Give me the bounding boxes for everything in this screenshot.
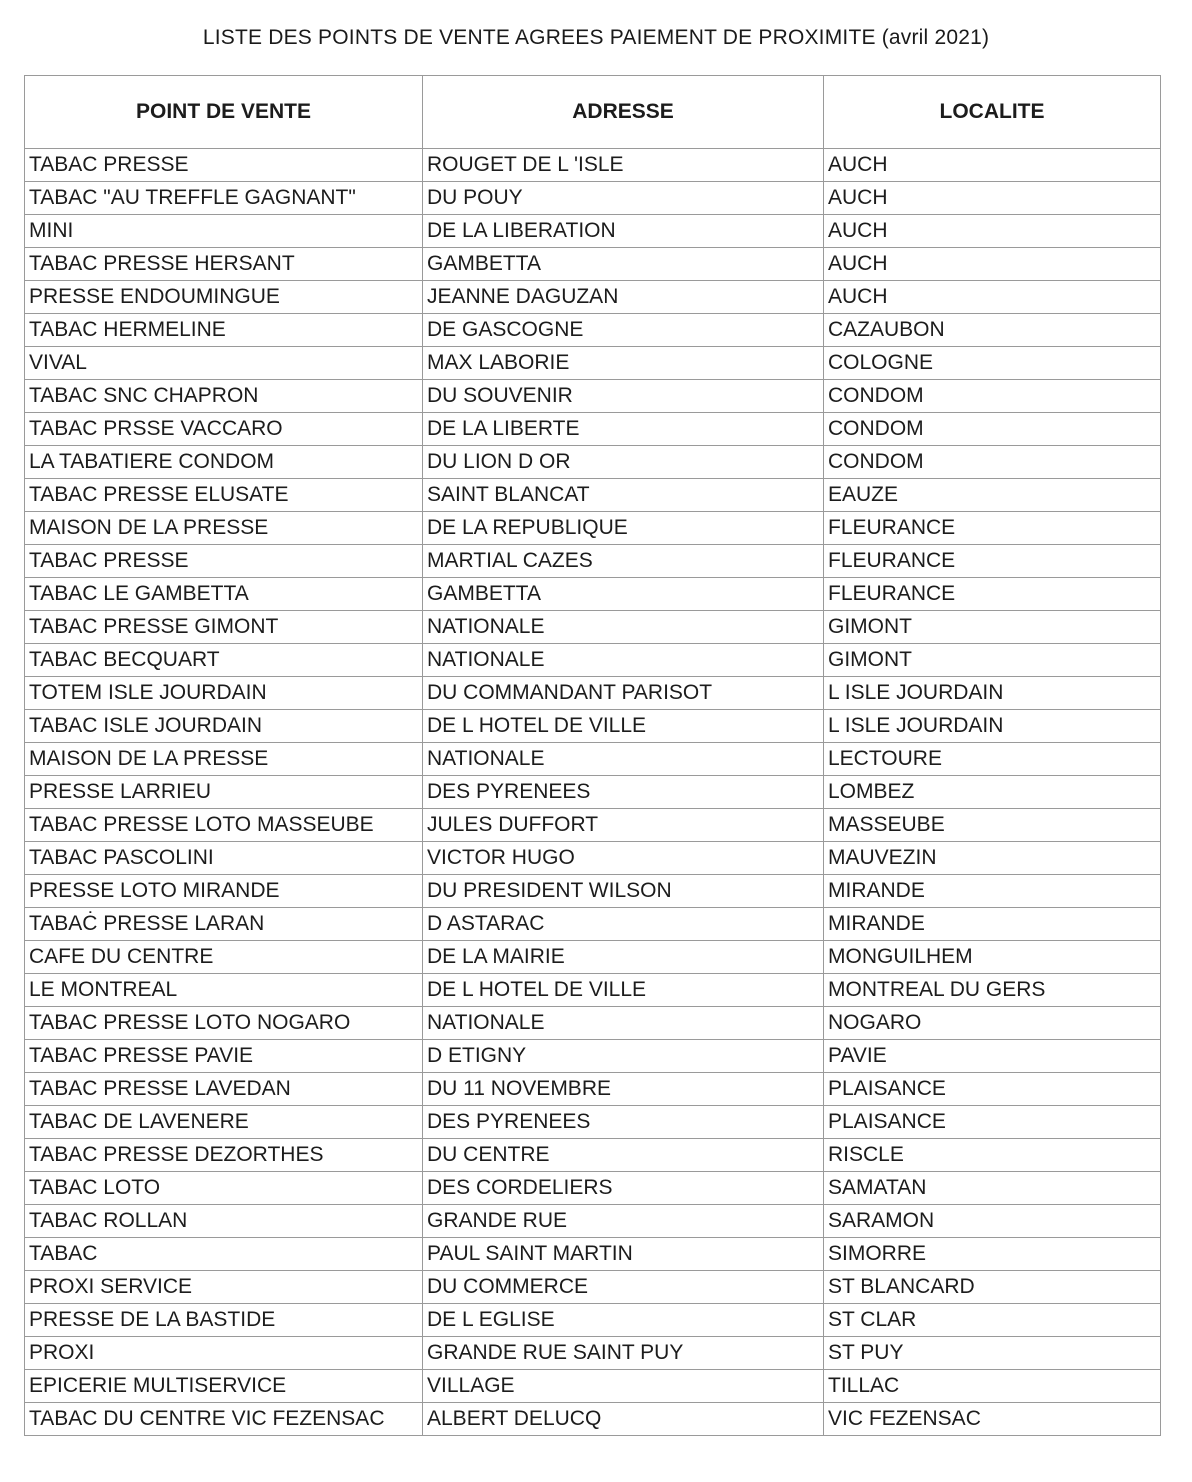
cell-point-de-vente: MAISON DE LA PRESSE — [25, 743, 423, 776]
cell-localite: FLEURANCE — [824, 578, 1161, 611]
table-row — [25, 1040, 1161, 1073]
cell-adresse: SAINT BLANCAT — [423, 479, 824, 512]
cell-adresse: ALBERT DELUCQ — [423, 1403, 824, 1436]
cell-point-de-vente: TABAC LOTO — [25, 1172, 423, 1205]
cell-localite: MONTREAL DU GERS — [824, 974, 1161, 1007]
document-title: LISTE DES POINTS DE VENTE AGREES PAIEMENT DE PROXIMITE (avril 2021) — [202, 26, 990, 49]
cell-localite: EAUZE — [824, 479, 1161, 512]
cell-point-de-vente: TABAC "AU TREFFLE GAGNANT" — [25, 182, 423, 215]
cell-point-de-vente: TABAC ROLLAN — [25, 1205, 423, 1238]
cell-point-de-vente: PRESSE DE LA BASTIDE — [25, 1304, 423, 1337]
cell-point-de-vente: EPICERIE MULTISERVICE — [25, 1370, 423, 1403]
cell-point-de-vente: TABAC PRESSE LAVEDAN — [25, 1073, 423, 1106]
table-row — [25, 380, 1161, 413]
table-row — [25, 413, 1161, 446]
cell-point-de-vente: TABAC HERMELINE — [25, 314, 423, 347]
cell-adresse: GRANDE RUE — [423, 1205, 824, 1238]
cell-localite: MIRANDE — [824, 875, 1161, 908]
table-row — [25, 347, 1161, 380]
cell-adresse: VICTOR HUGO — [423, 842, 824, 875]
cell-localite: CONDOM — [824, 446, 1161, 479]
table-row — [25, 1370, 1161, 1403]
table-row — [25, 1106, 1161, 1139]
cell-point-de-vente: TABAC SNC CHAPRON — [25, 380, 423, 413]
cell-adresse: DU CENTRE — [423, 1139, 824, 1172]
cell-adresse: DU SOUVENIR — [423, 380, 824, 413]
cell-localite: VIC FEZENSAC — [824, 1403, 1161, 1436]
cell-localite: PLAISANCE — [824, 1073, 1161, 1106]
table-row — [25, 644, 1161, 677]
table-row — [25, 611, 1161, 644]
table-row — [25, 182, 1161, 215]
table-row — [25, 908, 1161, 941]
cell-point-de-vente: TABAC PRESSE — [25, 545, 423, 578]
column-header-point-de-vente: POINT DE VENTE — [25, 76, 423, 149]
cell-localite: CAZAUBON — [824, 314, 1161, 347]
cell-point-de-vente: PROXI — [25, 1337, 423, 1370]
cell-localite: LOMBEZ — [824, 776, 1161, 809]
cell-point-de-vente: PRESSE ENDOUMINGUE — [25, 281, 423, 314]
cell-localite: AUCH — [824, 215, 1161, 248]
table-row — [25, 1337, 1161, 1370]
cell-point-de-vente: TABAC PRSSE VACCARO — [25, 413, 423, 446]
cell-point-de-vente: TABAC DU CENTRE VIC FEZENSAC — [25, 1403, 423, 1436]
table-row — [25, 710, 1161, 743]
table-row — [25, 1139, 1161, 1172]
table-row — [25, 446, 1161, 479]
table-row — [25, 314, 1161, 347]
cell-localite: AUCH — [824, 248, 1161, 281]
table-row — [25, 1073, 1161, 1106]
table-row — [25, 512, 1161, 545]
cell-localite: PLAISANCE — [824, 1106, 1161, 1139]
table-row — [25, 281, 1161, 314]
cell-localite: LECTOURE — [824, 743, 1161, 776]
cell-adresse: DU PRESIDENT WILSON — [423, 875, 824, 908]
points-of-sale-table — [24, 75, 1161, 1436]
cell-adresse: NATIONALE — [423, 743, 824, 776]
cell-point-de-vente: TABAC BECQUART — [25, 644, 423, 677]
cell-adresse: DE LA LIBERTE — [423, 413, 824, 446]
cell-localite: AUCH — [824, 149, 1161, 182]
cell-localite: MIRANDE — [824, 908, 1161, 941]
cell-localite: SIMORRE — [824, 1238, 1161, 1271]
cell-adresse: DES PYRENEES — [423, 1106, 824, 1139]
column-header-localite: LOCALITE — [824, 76, 1161, 149]
cell-localite: COLOGNE — [824, 347, 1161, 380]
cell-adresse: DE GASCOGNE — [423, 314, 824, 347]
table-row — [25, 677, 1161, 710]
cell-adresse: DE L HOTEL DE VILLE — [423, 710, 824, 743]
table-row — [25, 479, 1161, 512]
table-row — [25, 776, 1161, 809]
table-row — [25, 1304, 1161, 1337]
cell-point-de-vente: PRESSE LARRIEU — [25, 776, 423, 809]
table-row — [25, 809, 1161, 842]
cell-adresse: D ETIGNY — [423, 1040, 824, 1073]
cell-adresse: D ASTARAC — [423, 908, 824, 941]
column-header-adresse: ADRESSE — [423, 76, 824, 149]
cell-adresse: DU LION D OR — [423, 446, 824, 479]
cell-adresse: NATIONALE — [423, 644, 824, 677]
cell-adresse: JEANNE DAGUZAN — [423, 281, 824, 314]
table-row — [25, 1403, 1161, 1436]
cell-adresse: JULES DUFFORT — [423, 809, 824, 842]
cell-adresse: NATIONALE — [423, 611, 824, 644]
cell-point-de-vente: MAISON DE LA PRESSE — [25, 512, 423, 545]
cell-adresse: DE LA REPUBLIQUE — [423, 512, 824, 545]
cell-localite: MONGUILHEM — [824, 941, 1161, 974]
cell-adresse: DES CORDELIERS — [423, 1172, 824, 1205]
table-row — [25, 1271, 1161, 1304]
cell-localite: NOGARO — [824, 1007, 1161, 1040]
cell-localite: TILLAC — [824, 1370, 1161, 1403]
table-row — [25, 1205, 1161, 1238]
cell-adresse: DU COMMERCE — [423, 1271, 824, 1304]
cell-adresse: GAMBETTA — [423, 578, 824, 611]
cell-localite: RISCLE — [824, 1139, 1161, 1172]
cell-adresse: DU POUY — [423, 182, 824, 215]
cell-localite: FLEURANCE — [824, 545, 1161, 578]
cell-localite: ST BLANCARD — [824, 1271, 1161, 1304]
cell-adresse: PAUL SAINT MARTIN — [423, 1238, 824, 1271]
cell-point-de-vente: TABAC LE GAMBETTA — [25, 578, 423, 611]
table-row — [25, 1238, 1161, 1271]
cell-localite: ST CLAR — [824, 1304, 1161, 1337]
table-row — [25, 842, 1161, 875]
cell-localite: L ISLE JOURDAIN — [824, 677, 1161, 710]
table-row — [25, 248, 1161, 281]
cell-point-de-vente: LE MONTREAL — [25, 974, 423, 1007]
cell-point-de-vente: TABAC PRESSE GIMONT — [25, 611, 423, 644]
cell-localite: MASSEUBE — [824, 809, 1161, 842]
cell-adresse: DES PYRENEES — [423, 776, 824, 809]
cell-localite: CONDOM — [824, 380, 1161, 413]
cell-localite: L ISLE JOURDAIN — [824, 710, 1161, 743]
cell-localite: AUCH — [824, 182, 1161, 215]
cell-localite: CONDOM — [824, 413, 1161, 446]
table-row — [25, 941, 1161, 974]
table-row — [25, 578, 1161, 611]
cell-point-de-vente: TABAC PRESSE HERSANT — [25, 248, 423, 281]
cell-point-de-vente: TABAĊ PRESSE LARAN — [25, 908, 423, 941]
cell-adresse: MARTIAL CAZES — [423, 545, 824, 578]
cell-point-de-vente: TABAC ISLE JOURDAIN — [25, 710, 423, 743]
table-row — [25, 875, 1161, 908]
cell-adresse: DE LA LIBERATION — [423, 215, 824, 248]
cell-point-de-vente: TABAC DE LAVENERE — [25, 1106, 423, 1139]
cell-localite: GIMONT — [824, 611, 1161, 644]
table-header-row — [25, 76, 1161, 149]
table-row — [25, 545, 1161, 578]
cell-point-de-vente: TABAC PASCOLINI — [25, 842, 423, 875]
table-row — [25, 1172, 1161, 1205]
cell-adresse: DE L HOTEL DE VILLE — [423, 974, 824, 1007]
cell-point-de-vente: TOTEM ISLE JOURDAIN — [25, 677, 423, 710]
cell-adresse: NATIONALE — [423, 1007, 824, 1040]
table-row — [25, 149, 1161, 182]
cell-adresse: GRANDE RUE SAINT PUY — [423, 1337, 824, 1370]
cell-point-de-vente: TABAC — [25, 1238, 423, 1271]
cell-adresse: VILLAGE — [423, 1370, 824, 1403]
cell-localite: ST PUY — [824, 1337, 1161, 1370]
cell-point-de-vente: TABAC PRESSE PAVIE — [25, 1040, 423, 1073]
cell-point-de-vente: CAFE DU CENTRE — [25, 941, 423, 974]
table-row — [25, 743, 1161, 776]
cell-adresse: DE L EGLISE — [423, 1304, 824, 1337]
cell-point-de-vente: MINI — [25, 215, 423, 248]
cell-adresse: DU COMMANDANT PARISOT — [423, 677, 824, 710]
cell-localite: AUCH — [824, 281, 1161, 314]
cell-localite: PAVIE — [824, 1040, 1161, 1073]
cell-localite: GIMONT — [824, 644, 1161, 677]
cell-localite: SARAMON — [824, 1205, 1161, 1238]
cell-adresse: MAX LABORIE — [423, 347, 824, 380]
cell-localite: FLEURANCE — [824, 512, 1161, 545]
cell-point-de-vente: TABAC PRESSE LOTO MASSEUBE — [25, 809, 423, 842]
cell-point-de-vente: TABAC PRESSE LOTO NOGARO — [25, 1007, 423, 1040]
table-row — [25, 1007, 1161, 1040]
cell-point-de-vente: TABAC PRESSE DEZORTHES — [25, 1139, 423, 1172]
cell-point-de-vente: PRESSE LOTO MIRANDE — [25, 875, 423, 908]
cell-point-de-vente: TABAC PRESSE ELUSATE — [25, 479, 423, 512]
cell-point-de-vente: TABAC PRESSE — [25, 149, 423, 182]
cell-adresse: GAMBETTA — [423, 248, 824, 281]
cell-localite: SAMATAN — [824, 1172, 1161, 1205]
cell-localite: MAUVEZIN — [824, 842, 1161, 875]
cell-point-de-vente: PROXI SERVICE — [25, 1271, 423, 1304]
cell-adresse: DE LA MAIRIE — [423, 941, 824, 974]
table-row — [25, 974, 1161, 1007]
cell-point-de-vente: LA TABATIERE CONDOM — [25, 446, 423, 479]
table-row — [25, 215, 1161, 248]
cell-adresse: DU 11 NOVEMBRE — [423, 1073, 824, 1106]
cell-point-de-vente: VIVAL — [25, 347, 423, 380]
cell-adresse: ROUGET DE L 'ISLE — [423, 149, 824, 182]
